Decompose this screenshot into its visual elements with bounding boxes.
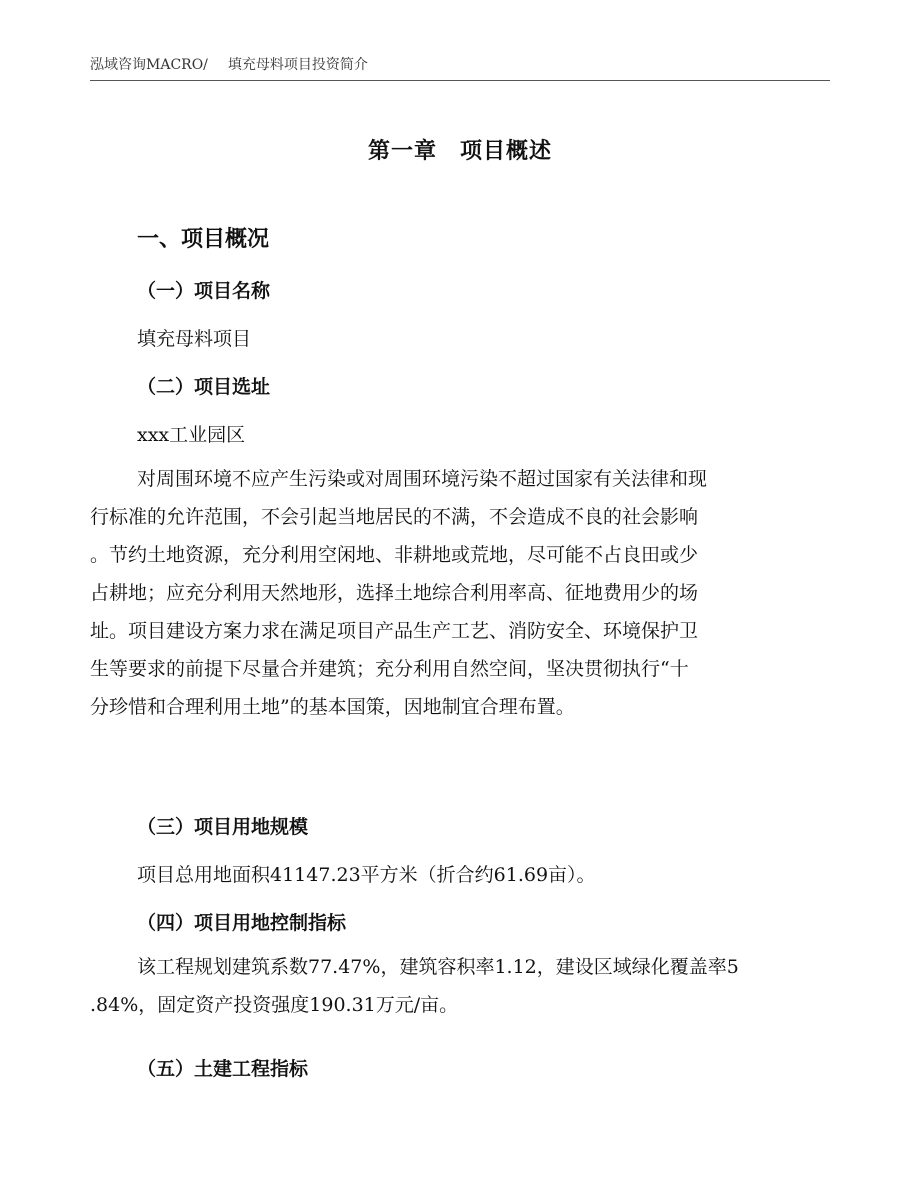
subsection-heading-land-indicators: （四）项目用地控制指标 (137, 912, 347, 934)
project-site-text: xxx工业园区 (137, 424, 246, 446)
land-indicators-paragraph (90, 948, 830, 1024)
paragraph-line: 生等要求的前提下尽量合并建筑；充分利用自然空间，坚决贯彻执行“十 (90, 658, 689, 680)
paragraph-line: 。节约土地资源，充分利用空闲地、非耕地或荒地，尽可能不占良田或少 (90, 544, 699, 566)
section-heading-overview: 一、项目概况 (137, 227, 270, 252)
subsection-heading-site: （二）项目选址 (137, 376, 271, 398)
subsection-heading-construction: （五）土建工程指标 (137, 1058, 309, 1080)
header-company: 泓域咨询MACRO/ (90, 57, 208, 73)
subsection-heading-land-scale: （三）项目用地规模 (137, 816, 309, 838)
paragraph-line: 行标准的允许范围，不会引起当地居民的不满，不会造成不良的社会影响 (90, 506, 699, 528)
paragraph-line: .84%，固定资产投资强度190.31万元/亩。 (90, 994, 459, 1016)
project-name-text: 填充母料项目 (137, 328, 252, 350)
page-header (90, 54, 368, 74)
land-scale-text: 项目总用地面积41147.23平方米（折合约61.69亩）。 (137, 864, 596, 886)
chapter-title: 第一章 项目概述 (367, 139, 552, 164)
site-selection-paragraph (90, 460, 830, 726)
header-divider (90, 80, 830, 81)
paragraph-line: 该工程规划建筑系数77.47%，建筑容积率1.12，建设区域绿化覆盖率5 (137, 956, 739, 978)
paragraph-line: 对周围环境不应产生污染或对周围环境污染不超过国家有关法律和现 (137, 468, 708, 490)
paragraph-line: 占耕地；应充分利用天然地形，选择土地综合利用率高、征地费用少的场 (90, 582, 699, 604)
subsection-heading-name: （一）项目名称 (137, 280, 271, 302)
header-doc-title: 填充母料项目投资简介 (227, 57, 368, 73)
paragraph-line: 址。项目建设方案力求在满足项目产品生产工艺、消防安全、环境保护卫 (90, 620, 699, 642)
paragraph-line: 分珍惜和合理利用土地”的基本国策，因地制宜合理布置。 (90, 696, 575, 718)
